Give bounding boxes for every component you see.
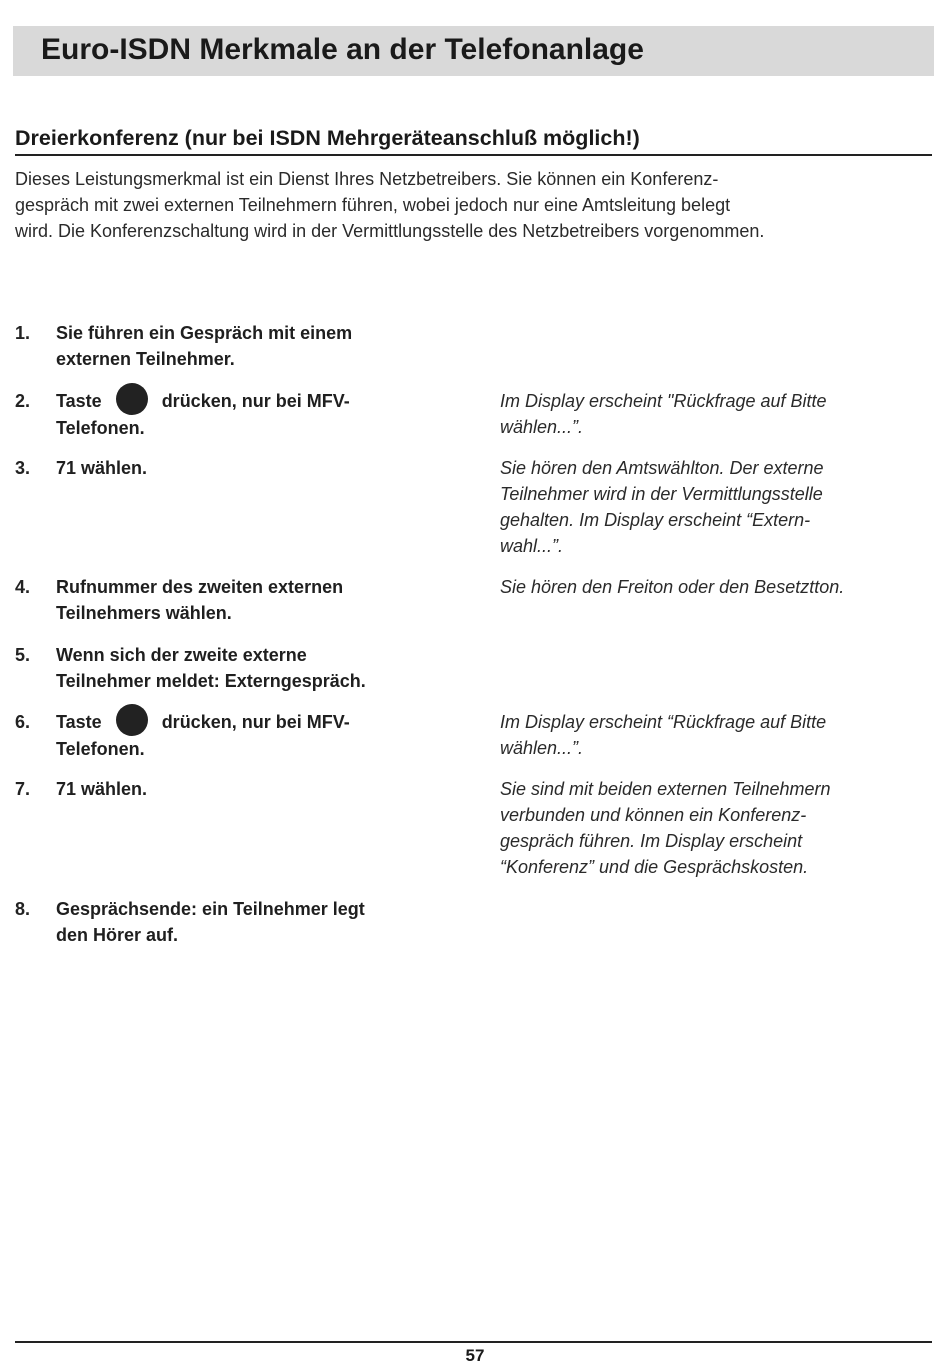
footer-divider — [15, 1341, 932, 1343]
round-key-icon — [116, 383, 148, 415]
intro-line: Dieses Leistungsmerkmal ist ein Dienst Ihres Netzbetreibers. Sie können ein Konferenz- — [15, 169, 719, 189]
step-instruction: 71 wählen. — [56, 458, 148, 478]
step-note: Sie sind mit beiden externen Teilnehmern verbunden und können ein Konferenz- gespräch führen. Im Display erscheint “Konferenz” und die Gesprächskosten. — [500, 779, 831, 877]
step-note: Sie hören den Amtswählton. Der externe Teilnehmer wird in der Vermittlungsstelle gehalten. Im Display erscheint “Extern- wahl...”. — [500, 458, 824, 556]
step-instruction: Rufnummer des zweiten externen Teilnehmers wählen. — [56, 577, 344, 623]
step-instruction: Gesprächsende: ein Teilnehmer legt den Hörer auf. — [56, 899, 365, 945]
step-instruction: Wenn sich der zweite externe Teilnehmer meldet: Externgespräch. — [56, 645, 366, 691]
intro-line: wird. Die Konferenzschaltung wird in der Vermittlungsstelle des Netzbetreibers vorgenommen. — [15, 221, 765, 241]
step-note: Im Display erscheint “Rückfrage auf Bitte wählen...”. — [500, 712, 827, 758]
step-instruction: Sie führen ein Gespräch mit einem externen Teilnehmer. — [56, 323, 353, 369]
section-heading — [15, 124, 932, 156]
step-number: 6. — [15, 712, 31, 732]
step-number: 2. — [15, 391, 31, 411]
page-title: Euro-ISDN Merkmale an der Telefonanlage — [41, 33, 644, 66]
step-number: 3. — [15, 458, 31, 478]
step-number: 8. — [15, 899, 31, 919]
step-note: Sie hören den Freiton oder den Besetztton. — [500, 577, 845, 597]
step-note: Im Display erscheint "Rückfrage auf Bitte wählen...”. — [500, 391, 827, 437]
step-number: 5. — [15, 645, 31, 665]
step-instruction: Taste drücken, nur bei MFV- Telefonen. — [56, 709, 476, 762]
title-bar — [13, 26, 934, 76]
step-number: 1. — [15, 323, 31, 343]
step-number: 7. — [15, 779, 31, 799]
intro-paragraph — [15, 166, 933, 244]
intro-line: gespräch mit zwei externen Teilnehmern führen, wobei jedoch nur eine Amtsleitung belegt — [15, 195, 731, 215]
step-instruction: 71 wählen. — [56, 779, 148, 799]
round-key-icon — [116, 704, 148, 736]
page-number: 57 — [465, 1346, 485, 1365]
section-title: Dreierkonferenz (nur bei ISDN Mehrgeräteanschluß möglich!) — [15, 126, 640, 150]
step-number: 4. — [15, 577, 31, 597]
step-instruction: Taste drücken, nur bei MFV- Telefonen. — [56, 388, 476, 441]
